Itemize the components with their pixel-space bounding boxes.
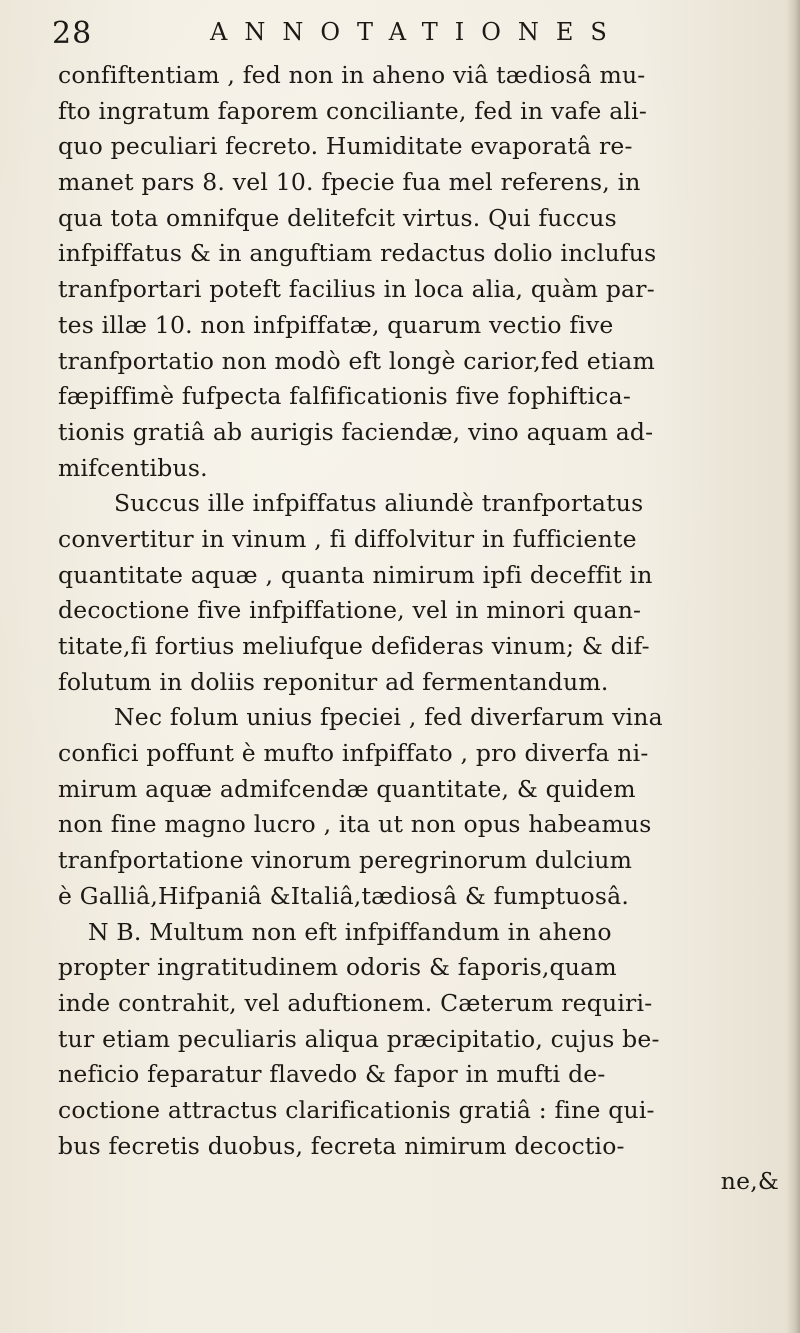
text-line: infpiffatus & in anguftiam redactus dolio inclufus [58, 239, 657, 268]
paragraph-first-line: Nec folum unius fpeciei , fed diverfarum vina [114, 703, 663, 732]
body-text [58, 58, 793, 1200]
paragraph-first-line: N B. Multum non eft infpiffandum in aheno [88, 917, 612, 946]
text-line: tionis gratiâ ab aurigis faciendæ, vino aquam ad- [58, 417, 654, 446]
text-line: è Galliâ,Hifpaniâ &Italiâ,tædiosâ & fumptuosâ. [58, 881, 630, 910]
text-line: fto ingratum faporem conciliante, fed in vafe ali- [58, 96, 647, 125]
text-line: tranfportari poteft facilius in loca alia, quàm par- [58, 275, 655, 304]
text-line: confiftentiam , fed non in aheno viâ tædiosâ mu- [58, 61, 646, 89]
text-line: coctione attractus clarificationis gratiâ : fine qui- [58, 1095, 655, 1124]
text-line: qua tota omnifque delitefcit virtus. Qui fuccus [58, 203, 617, 232]
running-title: ANNOTATIONES [210, 18, 624, 46]
page-number: 28 [52, 16, 93, 51]
text-line: confici poffunt è mufto infpiffato , pro diverfa ni- [58, 739, 649, 768]
text-line: neficio feparatur flavedo & fapor in mufti de- [58, 1060, 606, 1089]
text-line: tranfportatio non modò eft longè carior,fed etiam [58, 346, 655, 375]
text-line: quantitate aquæ , quanta nimirum ipfi deceffit in [58, 560, 653, 589]
text-line: inde contrahit, vel aduftionem. Cæterum requiri- [58, 988, 653, 1017]
text-line: tur etiam peculiaris aliqua præcipitatio, cujus be- [58, 1024, 660, 1053]
running-head [52, 12, 752, 60]
text-line: mifcentibus. [58, 453, 208, 482]
text-line: non fine magno lucro , ita ut non opus habeamus [58, 810, 652, 839]
text-line: mirum aquæ admifcendæ quantitate, & quidem [58, 774, 636, 803]
text-line: quo peculiari fecreto. Humiditate evaporatâ re- [58, 132, 633, 161]
text-line: decoctione five infpiffatione, vel in minori quan- [58, 596, 642, 625]
text-line: convertitur in vinum , fi diffolvitur in fufficiente [58, 524, 637, 553]
text-line: manet pars 8. vel 10. fpecie fua mel referens, in [58, 168, 641, 197]
text-line-last: ne,& [720, 1167, 779, 1196]
text-line: fæpiffimè fufpecta falfificationis five fophiftica- [58, 382, 631, 411]
text-line: tranfportatione vinorum peregrinorum dulcium [58, 846, 633, 875]
text-line: propter ingratitudinem odoris & faporis,quam [58, 953, 617, 982]
text-line: tes illæ 10. non infpiffatæ, quarum vectio five [58, 310, 614, 339]
text-line: folutum in doliis reponitur ad fermentandum. [58, 667, 609, 696]
text-line: titate,fi fortius meliufque defideras vinum; & dif- [58, 632, 650, 660]
paragraph-first-line: Succus ille infpiffatus aliundè tranfportatus [114, 489, 644, 518]
text-line: bus fecretis duobus, fecreta nimirum decoctio- [58, 1131, 625, 1160]
